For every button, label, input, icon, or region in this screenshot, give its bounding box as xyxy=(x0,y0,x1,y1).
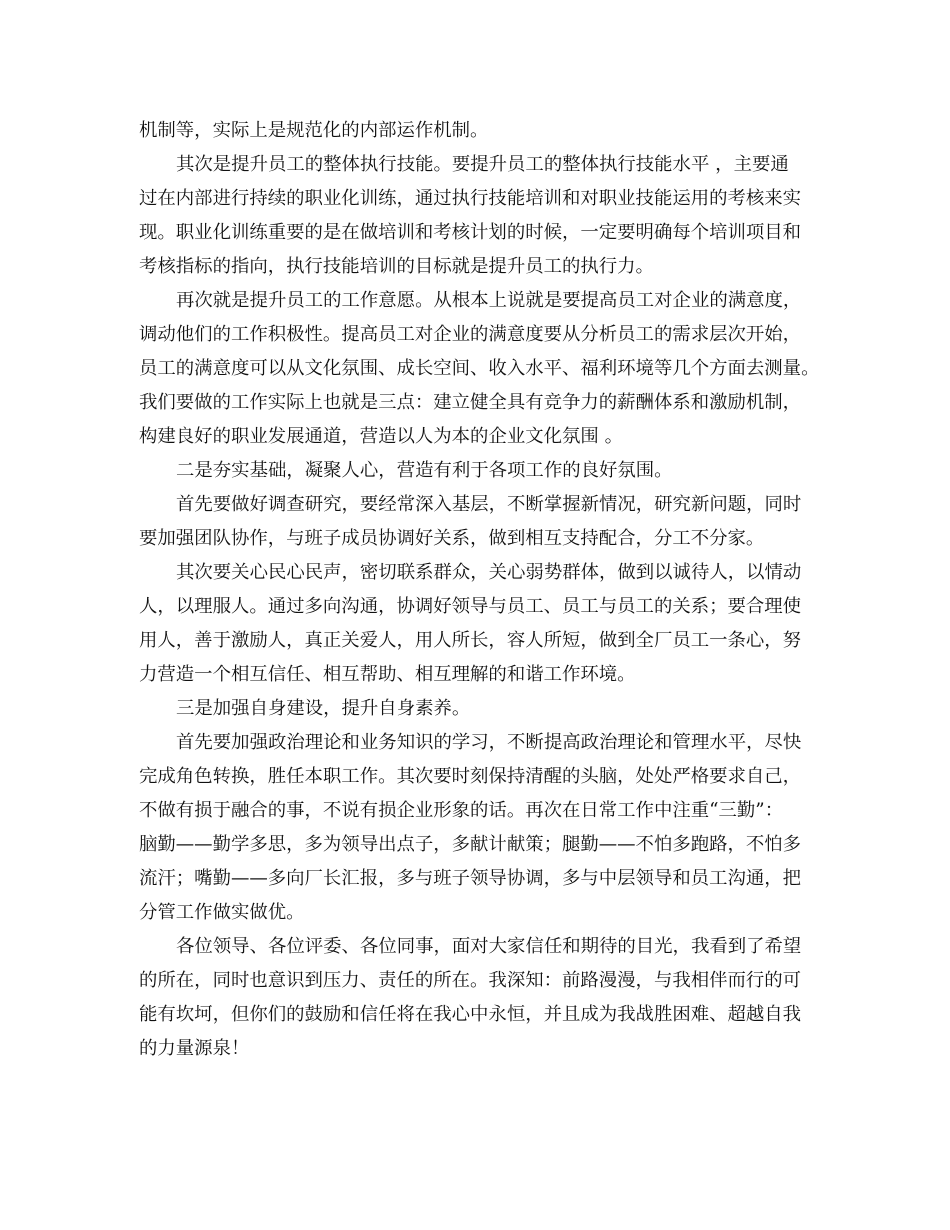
text-line: 用人，善于激励人，真正关爱人，用人所长，容人所短，做到全厂员工一条心，努 xyxy=(139,630,802,651)
text-line: 分管工作做实做优。 xyxy=(139,902,305,923)
text-line: 二是夯实基础，凝聚人心，营造有利于各项工作的良好氛围。 xyxy=(176,460,673,481)
text-line: 我们要做的工作实际上也就是三点：建立健全具有竞争力的薪酬体系和激励机制， xyxy=(139,392,802,413)
text-line: 不做有损于融合的事，不说有损企业形象的话。再次在日常工作中注重“三勤”： xyxy=(139,800,784,821)
text-line: 能有坎坷，但你们的鼓励和信任将在我心中永恒，并且成为我战胜困难、超越自我 xyxy=(139,1004,802,1025)
text-line: 考核指标的指向，执行技能培训的目标就是提升员工的执行力。 xyxy=(139,256,654,277)
text-line: 力营造一个相互信任、相互帮助、相互理解的和谐工作环境。 xyxy=(139,664,636,685)
text-line: 员工的满意度可以从文化氛围、成长空间、收入水平、福利环境等几个方面去测量。 xyxy=(139,358,820,379)
text-line: 各位领导、各位评委、各位同事，面对大家信任和期待的目光，我看到了希望 xyxy=(176,936,802,957)
text-line: 首先要加强政治理论和业务知识的学习，不断提高政治理论和管理水平，尽快 xyxy=(176,732,802,753)
text-line: 脑勤——勤学多思，多为领导出点子，多献计献策；腿勤——不怕多跑路，不怕多 xyxy=(139,834,802,855)
text-line: 构建良好的职业发展通道，营造以人为本的企业文化氛围 。 xyxy=(139,426,624,447)
text-line: 过在内部进行持续的职业化训练，通过执行技能培训和对职业技能运用的考核来实 xyxy=(139,188,802,209)
text-line: 其次是提升员工的整体执行技能。要提升员工的整体执行技能水平 ，主要通 xyxy=(176,154,789,175)
document-body xyxy=(139,114,839,1066)
text-line: 的所在，同时也意识到压力、责任的所在。我深知：前路漫漫，与我相伴而行的可 xyxy=(139,970,802,991)
text-line: 的力量源泉！ xyxy=(139,1038,250,1059)
text-line: 调动他们的工作积极性。提高员工对企业的满意度要从分析员工的需求层次开始， xyxy=(139,324,802,345)
text-line: 三是加强自身建设，提升自身素养。 xyxy=(176,698,471,719)
text-line: 首先要做好调查研究，要经常深入基层，不断掌握新情况，研究新问题，同时 xyxy=(176,494,802,515)
text-line: 机制等，实际上是规范化的内部运作机制。 xyxy=(139,120,489,141)
text-line: 其次要关心民心民声，密切联系群众，关心弱势群体，做到以诚待人，以情动 xyxy=(176,562,802,583)
text-line: 流汗；嘴勤——多向厂长汇报，多与班子领导协调，多与中层领导和员工沟通，把 xyxy=(139,868,802,889)
text-line: 再次就是提升员工的工作意愿。从根本上说就是要提高员工对企业的满意度， xyxy=(176,290,802,311)
text-line: 完成角色转换，胜任本职工作。其次要时刻保持清醒的头脑，处处严格要求自己， xyxy=(139,766,802,787)
text-line: 现。职业化训练重要的是在做培训和考核计划的时候，一定要明确每个培训项目和 xyxy=(139,222,802,243)
text-line: 人，以理服人。通过多向沟通，协调好领导与员工、员工与员工的关系；要合理使 xyxy=(139,596,802,617)
text-line: 要加强团队协作，与班子成员协调好关系，做到相互支持配合，分工不分家。 xyxy=(139,528,765,549)
